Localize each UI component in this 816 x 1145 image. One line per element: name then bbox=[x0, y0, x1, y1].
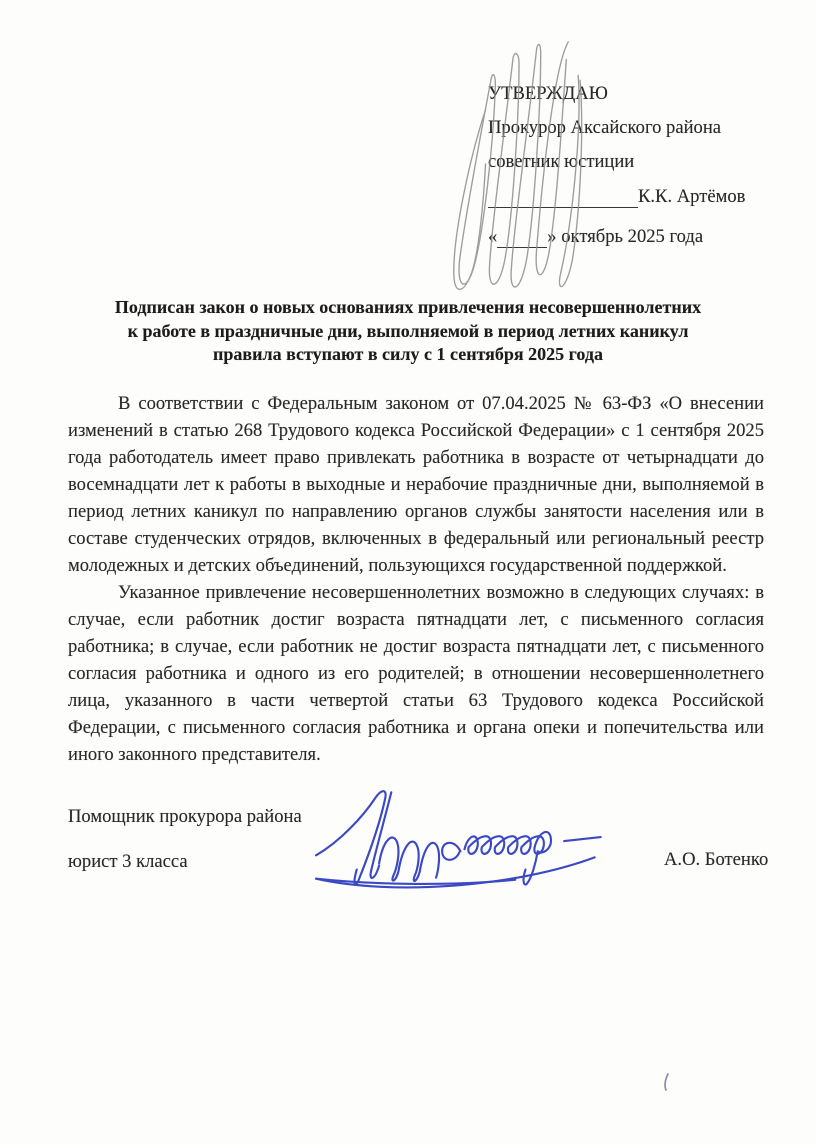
signer-signature-handwriting bbox=[312, 782, 617, 890]
paragraph-1: В соответствии с Федеральным законом от 07.04.2025 № 63-ФЗ «О внесении изменений в статью 268 Трудового кодекса Российской Федерации» с 1 сентября 2025 года работодатель имеет право привлекать работника в возрасте от четырнадцати до восемнадцати лет к работы в выходные и нерабочие праздничные дни, выполняемой в период летних каникул по направлению органов службы занятости населения или в составе студенческих отрядов, включенных в федеральный или региональный реестр молодежных и детских объединений, пользующихся государственной поддержкой. bbox=[68, 393, 764, 576]
date-quote-close: » bbox=[547, 226, 557, 247]
date-quote-open: « bbox=[488, 226, 498, 247]
document-body bbox=[68, 390, 764, 768]
scan-artifact-mark bbox=[660, 1072, 672, 1092]
approval-stamp-label: УТВЕРЖДАЮ bbox=[488, 83, 608, 104]
title-line-3: правила вступают в силу с 1 сентября 2025 года bbox=[213, 344, 603, 365]
signoff-signer-name: А.О. Ботенко bbox=[664, 849, 769, 870]
paragraph-2: Указанное привлечение несовершеннолетних возможно в следующих случаях: в случае, если работник достиг возраста пятнадцати лет, с письменного согласия работника; в случае, если работник не достиг возраста пятнадцати лет, с письменного согласия работника и одного из его родителей; в отношении несовершеннолетнего лица, указанного в части четвертой статьи 63 Трудового кодекса Российской Федерации, с письменного согласия работника и органа опеки и попечительства или иного законного представителя. bbox=[68, 582, 764, 765]
approver-title-line1: Прокурор Аксайского района bbox=[488, 117, 722, 138]
signoff-position-line2: юрист 3 класса bbox=[68, 851, 188, 872]
signoff-position-line1: Помощник прокурора района bbox=[68, 806, 302, 827]
approver-title-line2: советник юстиции bbox=[488, 151, 635, 172]
document-title bbox=[0, 296, 816, 367]
approver-signature-handwriting bbox=[445, 36, 595, 302]
title-line-1: Подписан закон о новых основаниях привлечения несовершеннолетних bbox=[114, 297, 702, 317]
title-line-2: к работе в праздничные дни, выполняемой в период летних каникул bbox=[127, 320, 689, 341]
approval-date-text: октябрь 2025 года bbox=[561, 226, 704, 247]
approver-name: К.К. Артёмов bbox=[638, 186, 746, 207]
